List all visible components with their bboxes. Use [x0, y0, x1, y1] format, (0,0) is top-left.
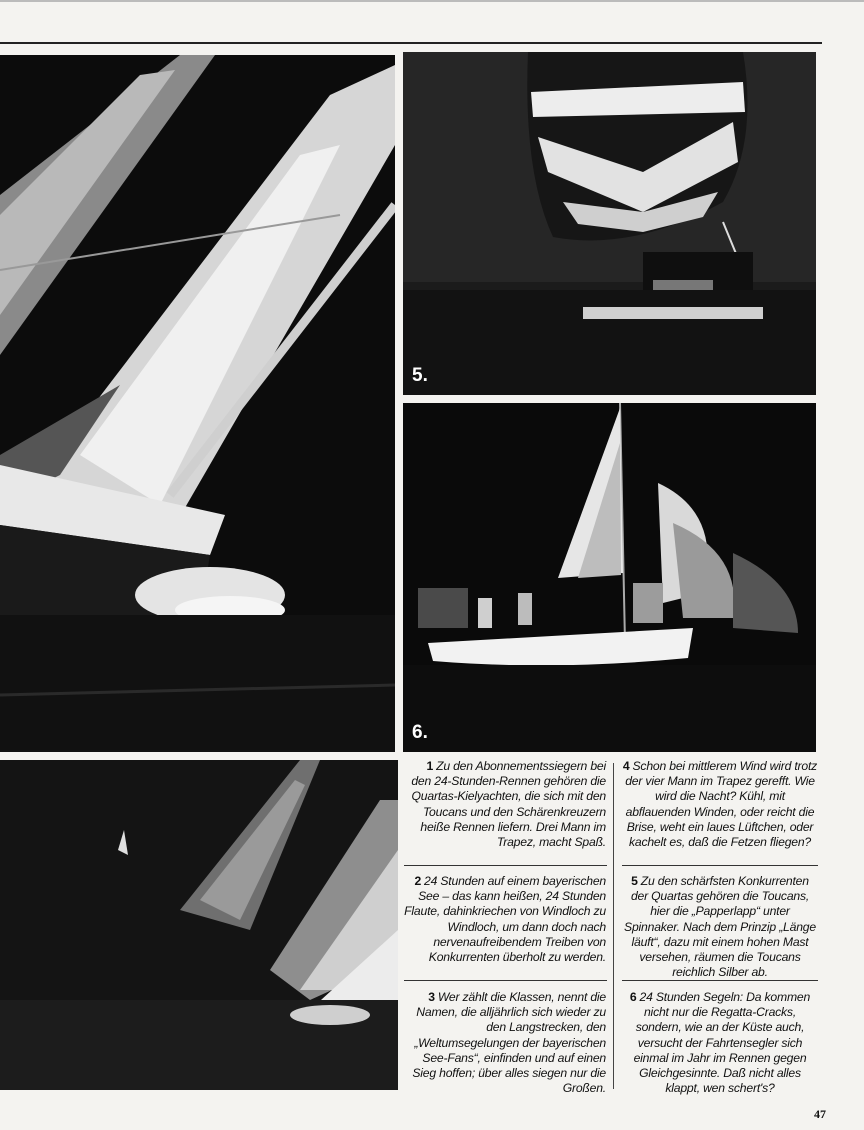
photo-sailboat-heeling — [0, 55, 395, 752]
photo-spinnaker — [403, 52, 816, 395]
caption-divider — [404, 865, 607, 866]
photo-number-5: 5. — [412, 365, 428, 386]
caption-text: 24 Stunden auf einem bayerischen See – das kann heißen, 24 Stunden Flaute, dahinkriechen von Windloch zu Windloch, um dann doch nach nervenaufreibendem Treiben von Konkurrenten überholt zu werden. — [404, 874, 606, 965]
photo-sails-racing — [0, 760, 398, 1090]
page-number: 47 — [814, 1107, 826, 1121]
caption-divider — [622, 980, 818, 981]
caption-number: 3 — [428, 990, 435, 1004]
caption-text: Zu den schärfsten Konkurrenten der Quartas gehören die Toucans, hier die „Papperlapp“ unter Spinnaker. Nach dem Prinzip „Länge läuft“, dazu mit einem hohen Mast versehen, räumen die Toucans reichlich Silber ab. — [624, 874, 816, 980]
caption-number: 4 — [622, 759, 630, 773]
spinnaker-photo-icon — [403, 52, 816, 395]
caption-divider — [404, 980, 607, 981]
caption-number: 6 — [629, 990, 637, 1004]
page-edge-rule — [0, 42, 822, 44]
caption-text: Zu den Abonnementssiegern bei den 24-Stunden-Rennen gehören die Quartas-Kielyachten, die sich mit den Toucans und den Schärenkreuzern heiße Rennen liefern. Drei Mann im Trapez, macht Spaß. — [411, 759, 606, 850]
caption-3 — [404, 990, 606, 1096]
caption-1 — [404, 759, 606, 850]
sails-photo-icon — [0, 760, 398, 1090]
caption-4 — [622, 759, 818, 850]
caption-number: 5 — [631, 874, 638, 888]
caption-number: 1 — [426, 759, 434, 773]
caption-text: 24 Stunden Segeln: Da kommen nicht nur die Regatta-Cracks, sondern, wie an der Küste auch, versucht der Fahrtensegler sich einmal im Jahr im Rennen gegen Gleichgesinnte. Daß nicht alles klappt, wen schert's? — [633, 990, 811, 1096]
caption-text: Schon bei mittlerem Wind wird trotz der vier Mann im Trapez gerefft. Wie wird die Nacht? Kühl, mit abflauenden Winden, oder reicht die Brise, weht ein laues Lüftchen, oder kachelt es, daß die Fetzen fliegen? — [625, 759, 818, 850]
photo-yacht — [403, 403, 816, 752]
caption-2 — [404, 874, 606, 965]
caption-5 — [622, 874, 818, 980]
top-rule — [0, 0, 864, 2]
caption-divider — [622, 865, 818, 866]
photo-number-6: 6. — [412, 722, 428, 743]
yacht-photo-icon — [403, 403, 816, 752]
column-separator — [613, 763, 614, 1089]
caption-text: Wer zählt die Klassen, nennt die Namen, die alljährlich sich wieder zu den Langstrecken, den „Weltumsegelungen der bayerischen See-Fans“, einfinden und auf einen Sieg hoffen; über alles siegen nur die Großen. — [412, 990, 606, 1096]
caption-6 — [622, 990, 818, 1096]
sailboat-photo-icon — [0, 55, 395, 752]
caption-number: 2 — [414, 874, 422, 888]
